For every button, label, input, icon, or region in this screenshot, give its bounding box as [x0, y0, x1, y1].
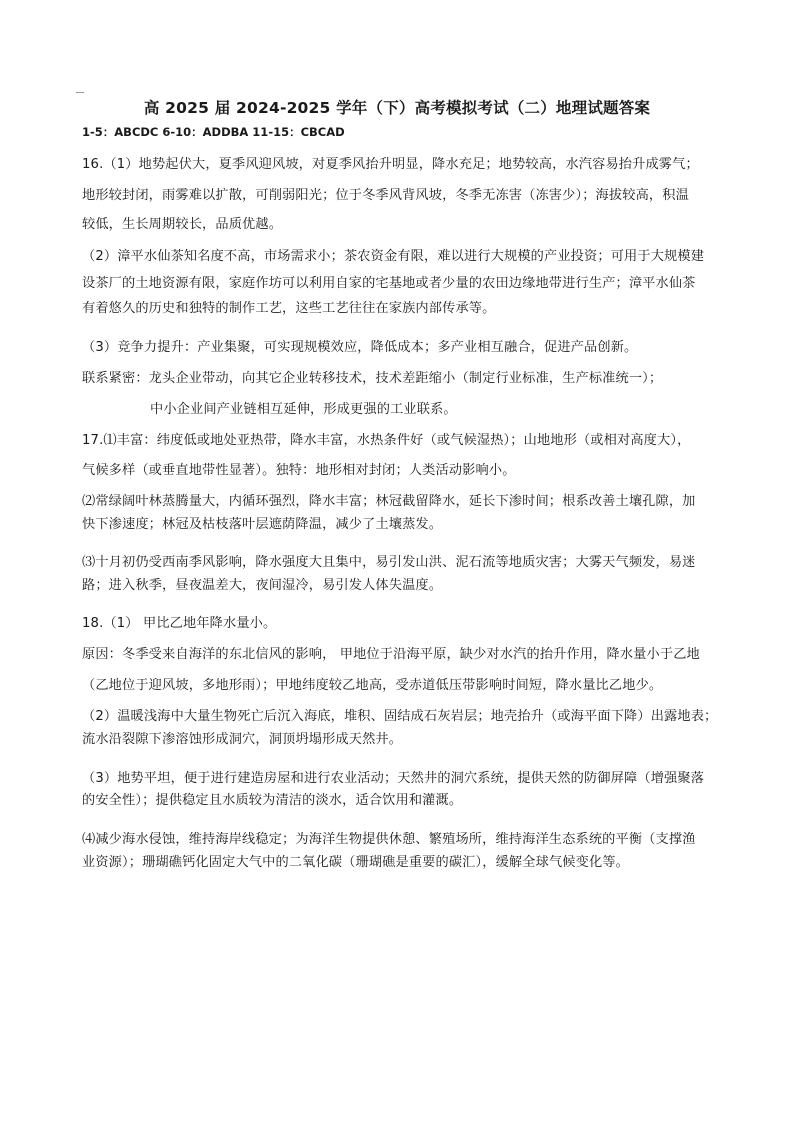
answer-line: 中小企业间产业链相互延伸，形成更强的工业联系。 — [150, 402, 457, 417]
answer-line: （乙地位于迎风坡，多地形雨）；甲地纬度较乙地高，受赤道低压带影响时间短，降水量比乙地少。 — [82, 678, 663, 693]
answer-line: （2）温暖浅海中大量生物死亡后沉入海底，堆积、固结成石灰岩层；地壳抬升（或海平面下降）出露地表； — [82, 709, 718, 724]
answer-line: 地形较封闭，雨雾难以扩散，可削弱阳光；位于冬季风背风坡，冬季无冻害（冻害少）；海拔较高，积温 — [82, 188, 689, 203]
answer-line: 有着悠久的历史和独特的制作工艺，这些工艺往往在家族内部传承等。 — [82, 301, 496, 316]
answer-line: 16.（1）地势起伏大，夏季风迎风坡，对夏季风抬升明显，降水充足；地势较高，水汽容易抬升成雾气； — [82, 157, 699, 172]
page-title: 高 2025 届 2024-2025 学年（下）高考模拟考试（二）地理试题答案 — [143, 99, 651, 117]
answer-line: ⑵常绿阔叶林蒸腾量大，内循环强烈，降水丰富；林冠截留降水，延长下渗时间；根系改善土壤孔隙，加 — [82, 494, 696, 509]
answer-line: 的安全性）；提供稳定且水质较为清洁的淡水，适合饮用和灌溉。 — [82, 793, 463, 808]
answer-line: 联系紧密：龙头企业带动，向其它企业转移技术，技术差距缩小（制定行业标准，生产标准统一）； — [82, 371, 663, 386]
answer-line: 设茶厂的土地资源有限，家庭作坊可以利用自家的宅基地或者少量的农田边缘地带进行生产；漳平水仙茶 — [82, 276, 696, 291]
answer-line: 路；进入秋季，昼夜温差大，夜间湿冷，易引发人体失温度。 — [82, 578, 443, 593]
answer-line: 快下渗速度；林冠及枯枝落叶层遮荫降温，减少了土壤蒸发。 — [82, 517, 443, 532]
answer-line: 业资源）；珊瑚礁钙化固定大气中的二氧化碳（珊瑚礁是重要的碳汇），缓解全球气候变化等。 — [82, 855, 629, 870]
answer-line: （2）漳平水仙茶知名度不高，市场需求小；茶农资金有限，难以进行大规模的产业投资；可用于大规模建 — [82, 249, 705, 264]
answer-line: 18.（1） 甲比乙地年降水量小。 — [82, 616, 277, 631]
answer-line: ⑷减少海水侵蚀，维持海岸线稳定；为海洋生物提供休憩、繁殖场所，维持海洋生态系统的平衡（支撑渔 — [82, 832, 696, 847]
answer-line: 17.⑴丰富：纬度低或地处亚热带，降水丰富，水热条件好（或气候湿热）；山地地形（或相对高度大）， — [82, 433, 691, 448]
answer-line: （3）竞争力提升：产业集聚，可实现规模效应，降低成本；多产业相互融合，促进产品创新。 — [82, 340, 638, 355]
answer-line: 流水沿裂隙下渗溶蚀形成洞穴，洞顶坍塌形成天然井。 — [82, 732, 403, 747]
choice-answers: 1-5：ABCDC 6-10：ADDBA 11-15：CBCAD — [82, 125, 345, 139]
answer-line: （3）地势平坦，便于进行建造房屋和进行农业活动；天然井的洞穴系统，提供天然的防御屏障（增强聚落 — [82, 771, 705, 786]
corner-mark — [76, 92, 84, 93]
answer-line: 原因：冬季受来自海洋的东北信风的影响， 甲地位于沿海平原，缺少对水汽的抬升作用，降水量小于乙地 — [82, 647, 700, 662]
answer-line: ⑶十月初仍受西南季风影响，降水强度大且集中，易引发山洪、泥石流等地质灾害；大雾天气频发，易迷 — [82, 555, 696, 570]
answer-line: 气候多样（或垂直地带性显著）。独特：地形相对封闭；人类活动影响小。 — [82, 463, 516, 478]
answer-line: 较低，生长周期较长，品质优越。 — [82, 217, 283, 232]
